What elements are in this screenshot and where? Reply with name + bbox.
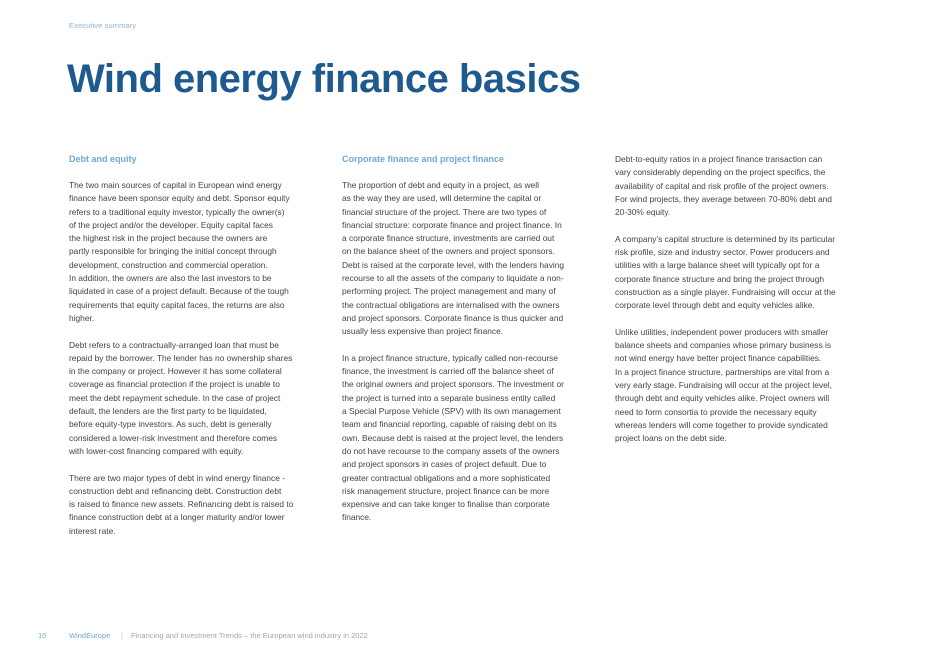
- brand-name: WindEurope: [69, 631, 111, 640]
- paragraph: A company’s capital structure is determined by its particular risk profile, size and industry sector. Power producers and utilities with a large balance sheet will typically opt for a corporate finance structure and bring the project through construction as a single player. Fundraising will occur at the corporate level through debt and equity vehicles alike.: [615, 233, 836, 311]
- section-heading: Corporate finance and project finance: [342, 154, 505, 164]
- paragraph: Unlike utilities, independent power producers with smaller balance sheets and companies whose primary business is not wind energy have better project finance capabilities. In a project finance structure, partnerships are vital from a very early stage. Fundraising will occur at the project level, through debt and equity vehicles alike. Project owners will need to form consortia to provide the necessary equity whereas lenders will come together to provide syndicated project loans on the debt side.: [615, 326, 832, 444]
- column-debt-and-equity: [69, 153, 319, 551]
- column-corporate-and-project-finance: [342, 153, 592, 538]
- page-number: 10: [38, 631, 47, 640]
- paragraph: There are two major types of debt in wind energy finance - construction debt and refinancing debt. Construction debt is raised to finance new assets. Refinancing debt is raised to finance construction debt at a longer maturity and/or lower interest rate.: [69, 472, 294, 536]
- paragraph: In a project finance structure, typically called non-recourse finance, the investment is carried off the balance sheet of the original owners and project sponsors. The investment or the project is turned into a separate business entity called a Special Purpose Vehicle (SPV) with its own management team and financial reporting, capable of raising debt on its own. Because debt is raised at the project level, the lenders do not have recourse to the company assets of the owners and project sponsors in cases of project default. Due to greater contractual obligations and a more sophisticated risk management structure, project finance can be more expensive and can take longer to finalise than corporate finance.: [342, 352, 564, 523]
- paragraph: Debt refers to a contractually-arranged loan that must be repaid by the borrower. The lender has no ownership shares in the company or project. However it has some collateral coverage as financial protection if the project is unable to meet the debt repayment schedule. In the case of project default, the lenders are the first party to be liquidated, before equity-type investors. As such, debt is generally considered a lower-risk investment and therefore comes with lower-cost financing compared with equity.: [69, 339, 293, 456]
- section-label: Executive summary: [69, 21, 137, 30]
- paragraph: The proportion of debt and equity in a project, as well as the way they are used, will determine the capital or financial structure of the project. There are two types of financial structure: corporate finance and project finance. In a corporate finance structure, investments are carried out on the balance sheet of the owners and project sponsors. Debt is raised at the corporate level, with the lenders having recourse to all the assets of the company to liquidate a non- performing project. The project management and many of the contractual obligations are internalised with the owners and project sponsors. Corporate finance is thus quicker and usually less expensive than project finance.: [342, 180, 565, 337]
- footer-separator: |: [121, 631, 123, 640]
- paragraph: The two main sources of capital in European wind energy finance have been sponsor equity and debt. Sponsor equity refers to a traditional equity investor, typically the owner(s) of the project and/or the developer. Equity capital faces the highest risk in the project because the owners are partly responsible for bringing the initial concept through development, construction and commercial operation. In addition, the owners are also the last investors to be liquidated in case of a project default. Because of the tough requirements that equity capital faces, the returns are also higher.: [69, 180, 290, 323]
- column-capital-structure: [615, 153, 865, 459]
- paragraph: Debt-to-equity ratios in a project finance transaction can vary considerably depending on the project specifics, the availability of capital and risk profile of the project owners. For wind projects, they average between 70-80% debt and 20-30% equity.: [615, 154, 832, 218]
- section-heading: Debt and equity: [69, 154, 137, 164]
- page-title: Wind energy finance basics: [67, 57, 581, 101]
- report-title: Financing and Investment Trends – the European wind industry in 2022: [131, 631, 368, 640]
